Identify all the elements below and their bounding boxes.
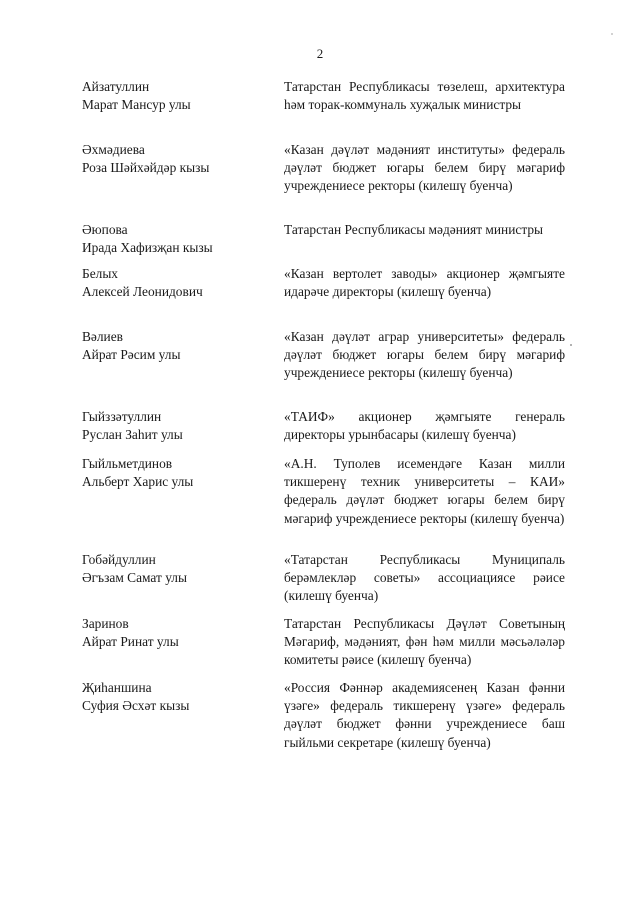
member-surname: Гыйззәтуллин — [82, 409, 162, 424]
member-surname: Әхмәдиева — [82, 142, 145, 157]
page-number: 2 — [316, 46, 324, 61]
member-position: «Россия Фәннәр академиясенең Казан фәнни үзәге» федераль тикшеренү үзәге» федераль дәүләт бюджет фәнни учреждениесе баш гыйльми секретаре (килешү буенча) — [284, 680, 565, 750]
member-given-name: Айрат Рәсим улы — [82, 347, 181, 363]
member-name — [82, 221, 272, 257]
member-position: Татарстан Республикасы Дәүләт Советының Мәгариф, мәдәният, фән һәм милли мәсьәләләр комитеты рәисе (килешү буенча) — [284, 616, 565, 668]
member-name — [82, 265, 272, 301]
member-given-name: Роза Шәйхәйдәр кызы — [82, 160, 210, 176]
member-surname: Әюпова — [82, 222, 128, 237]
member-given-name: Руслан Заһит улы — [82, 427, 183, 443]
member-position: «Казан дәүләт мәдәният институты» федераль дәүләт бюджет югары белем бирү мәгариф учреждениесе ректоры (килешү буенча) — [284, 142, 565, 194]
member-surname: Вәлиев — [82, 329, 123, 344]
member-given-name: Ирада Хафизҗан кызы — [82, 240, 213, 256]
member-given-name: Алексей Леонидович — [82, 284, 203, 300]
member-name — [82, 408, 272, 444]
member-given-name: Марат Мансур улы — [82, 97, 191, 113]
scan-speck — [611, 33, 613, 35]
member-position: «ТАИФ» акционер җәмгыяте генераль директоры урынбасары (килешү буенча) — [284, 409, 565, 443]
member-name — [82, 328, 272, 364]
member-name — [82, 679, 272, 715]
member-surname: Белых — [82, 266, 119, 281]
member-position: «Казан дәүләт аграр университеты» федераль дәүләт бюджет югары белем бирү мәгариф учреждениесе ректоры (килешү буенча) — [284, 329, 565, 381]
member-surname: Заринов — [82, 616, 129, 631]
member-position: «Татарстан Республикасы Муниципаль берәмлекләр советы» ассоциациясе рәисе (килешү буенча) — [284, 552, 565, 604]
member-surname: Гобәйдуллин — [82, 552, 156, 567]
member-position: «А.Н. Туполев исемендәге Казан милли тикшеренү техник университеты – КАИ» федераль дәүләт бюджет югары белем бирү мәгариф учреждениесе ректоры (килешү буенча) — [284, 456, 565, 526]
member-name — [82, 455, 272, 491]
scan-speck — [570, 344, 572, 346]
member-position: Татарстан Республикасы мәдәният министры — [284, 222, 544, 237]
member-surname: Җиһаншина — [82, 680, 152, 695]
member-name — [82, 78, 272, 114]
member-name — [82, 141, 272, 177]
member-given-name: Айрат Ринат улы — [82, 634, 179, 650]
member-surname: Айзатуллин — [82, 79, 150, 94]
member-name — [82, 551, 272, 587]
member-position: «Казан вертолет заводы» акционер җәмгыяте идарәче директоры (килешү буенча) — [284, 266, 565, 300]
member-surname: Гыйльметдинов — [82, 456, 173, 471]
member-given-name: Суфия Әсхәт кызы — [82, 698, 190, 714]
member-position: Татарстан Республикасы төзелеш, архитектура һәм торак-коммуналь хуҗалык министры — [284, 79, 565, 113]
member-name — [82, 615, 272, 651]
member-given-name: Әгъзам Самат улы — [82, 570, 187, 586]
member-given-name: Альберт Харис улы — [82, 474, 194, 490]
